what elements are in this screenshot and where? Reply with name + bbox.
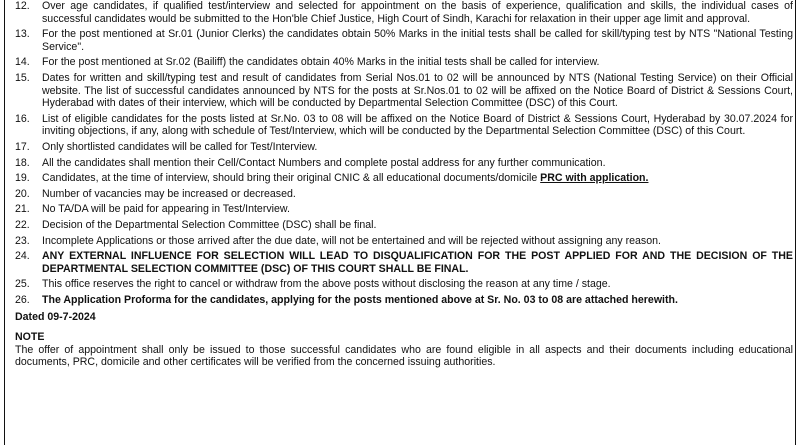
clause-13 bbox=[15, 28, 793, 53]
clause-number: 16. bbox=[15, 112, 30, 125]
clause-number: 25. bbox=[15, 278, 30, 291]
clause-number: 18. bbox=[15, 156, 30, 169]
clause-text: Number of vacancies may be increased or decreased. bbox=[42, 187, 296, 200]
clause-text: List of eligible candidates for the posts listed at Sr.No. 03 to 08 will be affixed on the Notice Board of District & Sessions Court, Hyderabad by 30.07.2024 for inviting objections, if any, along with schedule of Test/Interview, which will be conducted by the Departmental Selection Committee (DSC) of this Court. bbox=[42, 112, 793, 138]
clause-text: For the post mentioned at Sr.01 (Junior Clerks) the candidates obtain 50% Marks in the initial tests shall be called for skill/typing test by NTS "National Testing Service". bbox=[42, 28, 793, 53]
clause-15 bbox=[15, 72, 793, 110]
clause-text: Only shortlisted candidates will be called for Test/Interview. bbox=[42, 140, 318, 153]
clause-text: Over age candidates, if qualified test/interview and selected for appointment on the basis of experience, qualification and skills, the individual cases of successful candidates would be submitted to the Hon'ble Chief Justice, High Court of Sindh, Karachi for relaxation in their upper age limit and approval. bbox=[42, 0, 793, 25]
clause-number: 12. bbox=[15, 0, 30, 12]
clause-text-underlined: PRC with application. bbox=[540, 172, 649, 185]
clause-23 bbox=[15, 235, 793, 248]
clause-number: 24. bbox=[15, 250, 30, 263]
clause-text: The Application Proforma for the candidates, applying for the posts mentioned above at Sr. No. 03 to 08 are attached herewith. bbox=[42, 293, 678, 306]
dated-line: Dated 09-7-2024 bbox=[15, 311, 96, 324]
clause-number: 19. bbox=[15, 172, 30, 185]
clause-19 bbox=[15, 172, 793, 185]
clause-22 bbox=[15, 219, 793, 232]
clause-text bbox=[42, 172, 793, 185]
clause-21 bbox=[15, 203, 793, 216]
clause-number: 13. bbox=[15, 28, 30, 41]
clause-14 bbox=[15, 56, 793, 69]
clause-text: This office reserves the right to cancel or withdraw from the above posts without disclosing the reason at any time / stage. bbox=[42, 278, 611, 291]
clause-text: Incomplete Applications or those arrived after the due date, will not be entertained and will be rejected without assigning any reason. bbox=[42, 234, 661, 247]
clause-number: 20. bbox=[15, 187, 30, 200]
clause-17 bbox=[15, 141, 793, 154]
clause-text-main: Candidates, at the time of interview, should bring their original CNIC & all educational documents/domicile bbox=[42, 172, 541, 185]
clause-12 bbox=[15, 0, 793, 25]
note-heading: NOTE bbox=[15, 331, 45, 344]
clause-text: Dates for written and skill/typing test and result of candidates from Serial Nos.01 to 02 will be announced by NTS (National Testing Service) on their Official website. The list of successful candidates announced by NTS for the posts at Sr.Nos.01 to 02 will be affixed on the Notice Board of District & Sessions Court, Hyderabad with dates of their interview, which will be conducted by Departmental Selection Committee (DSC) of this Court. bbox=[42, 71, 793, 110]
notice-content bbox=[15, 0, 793, 369]
clause-number: 21. bbox=[15, 203, 30, 216]
clause-text: For the post mentioned at Sr.02 (Bailiff) the candidates obtain 40% Marks in the initial tests shall be called for interview. bbox=[42, 56, 600, 69]
clause-25 bbox=[15, 278, 793, 291]
clause-20 bbox=[15, 188, 793, 201]
note-body: The offer of appointment shall only be issued to those successful candidates who are found eligible in all aspects and their documents including educational documents, PRC, domicile and other certificates will be verified from the concerned issuing authorities. bbox=[15, 343, 793, 369]
clause-16 bbox=[15, 113, 793, 138]
clause-number: 23. bbox=[15, 234, 30, 247]
clause-text: ANY EXTERNAL INFLUENCE FOR SELECTION WILL LEAD TO DISQUALIFICATION FOR THE POST APPLIED FOR AND THE DECISION OF THE DEPARTMENTAL SELECTION COMMITTEE (DSC) OF THIS COURT SHALL BE FINAL. bbox=[42, 250, 793, 275]
notice-frame bbox=[4, 0, 796, 445]
clause-number: 17. bbox=[15, 140, 30, 153]
clause-text: No TA/DA will be paid for appearing in Test/Interview. bbox=[42, 203, 290, 216]
clause-number: 26. bbox=[15, 293, 30, 306]
clause-number: 15. bbox=[15, 71, 30, 84]
clause-text: Decision of the Departmental Selection Committee (DSC) shall be final. bbox=[42, 218, 377, 231]
clause-18 bbox=[15, 157, 793, 170]
clause-26 bbox=[15, 294, 793, 307]
clause-24 bbox=[15, 250, 793, 275]
clause-number: 14. bbox=[15, 56, 30, 69]
clause-text: All the candidates shall mention their Cell/Contact Numbers and complete postal address for any further communication. bbox=[42, 156, 606, 169]
clause-number: 22. bbox=[15, 218, 30, 231]
